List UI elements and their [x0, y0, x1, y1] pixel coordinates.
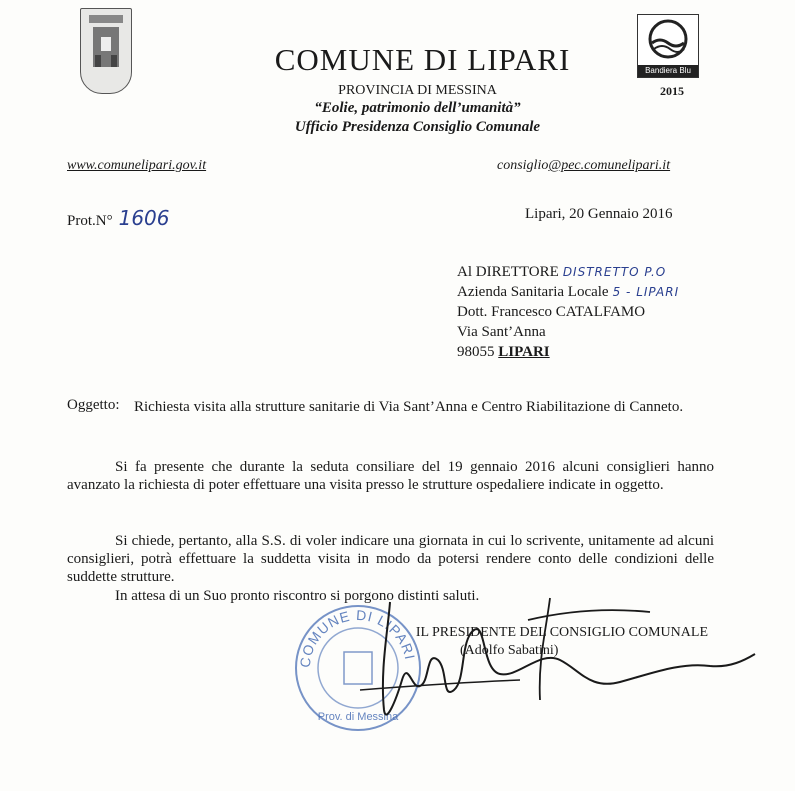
blue-flag-icon	[638, 15, 698, 65]
signature-role: IL PRESIDENTE DEL CONSIGLIO COMUNALE	[415, 625, 708, 640]
body-paragraph-1: Si fa presente che durante la seduta consiliare del 19 gennaio 2016 alcuni consiglieri hanno avanzato la richiesta di poter effettuare una visita presso le strutture ospedaliere indicate in oggetto.	[67, 459, 714, 493]
recipient-line-4: Via Sant’Anna	[457, 324, 546, 340]
recipient-city: LIPARI	[498, 344, 550, 360]
protocol-number	[67, 206, 170, 230]
handwritten-signature	[350, 590, 770, 740]
page-title: COMUNE DI LIPARI	[274, 42, 571, 77]
office-line: Ufficio Presidenza Consiglio Comunale	[294, 119, 541, 135]
recipient-line-2: Azienda Sanitaria Locale 5 - LIPARI	[457, 284, 680, 300]
recipient-line-1: Al DIRETTORE DISTRETTO P.O	[457, 264, 667, 280]
stamp-text: COMUNE DI LIPARI	[296, 606, 419, 669]
subject-label: Oggetto:	[67, 397, 120, 413]
recipient-line-5: 98055 LIPARI	[457, 344, 550, 360]
website-link[interactable]: www.comunelipari.gov.it	[67, 158, 207, 173]
body-paragraph-3: In attesa di un Suo pronto riscontro si porgono distinti saluti.	[115, 588, 480, 604]
handwritten-note-distretto: DISTRETTO P.O	[562, 265, 667, 279]
handwritten-note-lipari: 5 - LIPARI	[612, 285, 680, 299]
protocol-label: Prot.N°	[67, 213, 113, 229]
signature-name: (Adolfo Sabatini)	[460, 643, 559, 658]
protocol-handwritten-number: 1606	[118, 206, 170, 230]
flag-year: 2015	[660, 84, 684, 98]
recipient-address	[457, 262, 679, 362]
motto-line: “Eolie, patrimonio dell’umanità”	[314, 100, 521, 116]
recipient-line-3: Dott. Francesco CATALFAMO	[457, 304, 646, 320]
subject-text: Richiesta visita alla strutture sanitarie di Via Sant’Anna e Centro Riabilitazione di Canneto.	[134, 399, 684, 415]
pec-email-link[interactable]	[497, 158, 670, 174]
flag-caption: Bandiera Blu	[638, 65, 698, 77]
letter-date: Lipari, 20 Gennaio 2016	[525, 206, 673, 222]
province-line: PROVINCIA DI MESSINA	[338, 83, 497, 98]
body-paragraph-2: Si chiede, pertanto, alla S.S. di voler indicare una giornata in cui lo scrivente, unitamente ad alcuni consiglieri, potrà effettuare la suddetta visita in modo da potersi rendere conto delle condizioni delle suddette strutture.	[67, 533, 714, 585]
pec-prefix: consiglio	[497, 158, 549, 173]
pec-domain: @pec.comunelipari.it	[548, 158, 671, 173]
blue-flag-logo	[637, 14, 699, 78]
stamp-subtext: Prov. di Messina	[317, 711, 399, 723]
